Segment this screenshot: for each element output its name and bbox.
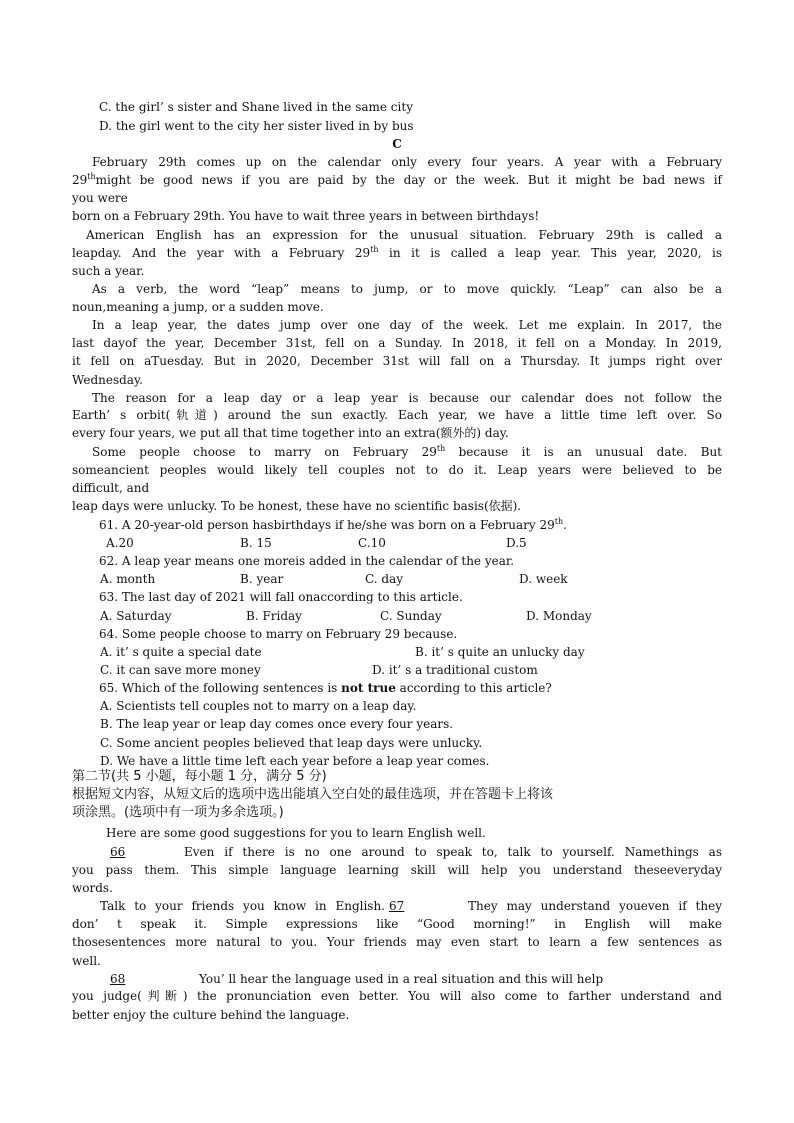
section-title: 第二节(共 5 小题，每小题 1 分，满分 5 分) <box>72 769 327 784</box>
passage-line: Some people choose to marry on February 29th because it is an unusual date. But <box>92 444 722 459</box>
option-65-d: D. We have a little time left each year before a leap year comes. <box>100 754 490 768</box>
passage-line: someancient peoples would likely tell couples not to do it. Leap years were believed to be <box>72 463 722 477</box>
passage-line: such a year. <box>72 264 145 278</box>
passage-line: 68 You’ ll hear the language used in a real situation and this will help <box>72 970 722 988</box>
passage-line: every four years, we put all that time together into an extra(额外的) day. <box>72 426 509 440</box>
blank-66: 66 <box>110 845 126 859</box>
passage-line: born on a February 29th. You have to wait three years in between birthdays! <box>72 209 540 223</box>
passage-line: thosesentences more natural to you. Your friends may even start to learn a few sentences as <box>72 935 722 949</box>
blank-68: 68 <box>110 972 126 986</box>
passage-line: leap days were unlucky. To be honest, these have no scientific basis(依据). <box>72 499 522 513</box>
option-64-d: D. it’ s a traditional custom <box>372 663 538 677</box>
passage-line: 29thmight be good news if you are paid by the day or the week. But it might be bad news if <box>72 172 722 187</box>
passage-line: As a verb, the word “leap” means to jump, or to move quickly. “Leap” can also be a <box>92 282 722 296</box>
passage-line: difficult, and <box>72 481 150 495</box>
option-63-b: B. Friday <box>246 609 302 623</box>
passage-line: leapday. And the year with a February 29th in it is called a leap year. This year, 2020, is <box>72 245 723 260</box>
passage-line: American English has an expression for the unusual situation. February 29th is called a <box>86 228 722 242</box>
passage-line: it fell on aTuesday. But in 2020, December 31st will fall on a Thursday. It jumps right over <box>72 354 722 368</box>
option-61-c: C.10 <box>358 536 386 550</box>
passage-line: last dayof the year, December 31st, fell on a Sunday. In 2018, it fell on a Monday. In 2019, <box>72 336 722 350</box>
question-65: 65. Which of the following sentences is not true according to this article? <box>99 681 552 695</box>
passage-line: February 29th comes up on the calendar only every four years. A year with a February <box>92 155 722 169</box>
passage-line: 66 Even if there is no one around to speak to, talk to yourself. Namethings as <box>72 843 722 861</box>
question-64: 64. Some people choose to marry on February 29 because. <box>99 627 458 641</box>
question-63: 63. The last day of 2021 will fall onaccording to this article. <box>99 590 463 604</box>
question-61: 61. A 20-year-old person hasbirthdays if he/she was born on a February 29th. <box>99 517 567 532</box>
passage-line: In a leap year, the dates jump over one day of the week. Let me explain. In 2017, the <box>92 318 722 332</box>
passage-line: you judge(判断) the pronunciation even better. You will also come to farther understand and <box>72 989 722 1003</box>
option-65-c: C. Some ancient peoples believed that leap days were unlucky. <box>100 736 483 750</box>
option-c-prev: C. the girl’ s sister and Shane lived in the same city <box>99 100 413 114</box>
option-64-c: C. it can save more money <box>100 663 261 677</box>
option-63-c: C. Sunday <box>380 609 442 623</box>
option-65-b: B. The leap year or leap day comes once every four years. <box>100 717 454 731</box>
passage-line: don’ t speak it. Simple expressions like “Good morning!” in English will make <box>72 917 722 931</box>
passage-line: The reason for a leap day or a leap year is because our calendar does not follow the <box>92 391 722 405</box>
passage-label: C <box>392 137 402 151</box>
passage-line: Talk to your friends you know in English. 67 They may understand youeven if they <box>100 899 722 913</box>
option-61-b: B. 15 <box>240 536 272 550</box>
passage-intro: Here are some good suggestions for you to learn English well. <box>106 826 486 840</box>
passage-line: better enjoy the culture behind the language. <box>72 1008 350 1022</box>
option-d-prev: D. the girl went to the city her sister lived in by bus <box>99 119 414 133</box>
option-62-a: A. month <box>100 572 156 586</box>
option-64-b: B. it’ s quite an unlucky day <box>415 645 585 659</box>
option-62-d: D. week <box>519 572 568 586</box>
passage-line: well. <box>72 954 101 968</box>
section-instructions: 根据短文内容，从短文后的选项中选出能填入空白处的最佳选项，并在答题卡上将该 <box>72 787 554 802</box>
passage-line: you pass them. This simple language learning skill will help you understand theseeveryday <box>72 863 722 877</box>
passage-line: Wednesday. <box>72 373 143 387</box>
option-64-a: A. it’ s quite a special date <box>100 645 262 659</box>
section-instructions: 项涂黑。(选项中有一项为多余选项。) <box>72 805 284 820</box>
option-62-b: B. year <box>240 572 284 586</box>
passage-line: noun,meaning a jump, or a sudden move. <box>72 300 324 314</box>
blank-67: 67 <box>389 899 405 913</box>
option-62-c: C. day <box>365 572 403 586</box>
option-63-a: A. Saturday <box>100 609 172 623</box>
passage-line: Earth’ s orbit(轨道) around the sun exactly. Each year, we have a little time left over. So <box>72 408 722 422</box>
passage-line: words. <box>72 881 113 895</box>
passage-line: you were <box>72 191 128 205</box>
question-62: 62. A leap year means one moreis added in the calendar of the year. <box>99 554 515 568</box>
option-61-a: A.20 <box>106 536 134 550</box>
option-63-d: D. Monday <box>526 609 592 623</box>
option-61-d: D.5 <box>506 536 527 550</box>
option-65-a: A. Scientists tell couples not to marry on a leap day. <box>100 699 417 713</box>
